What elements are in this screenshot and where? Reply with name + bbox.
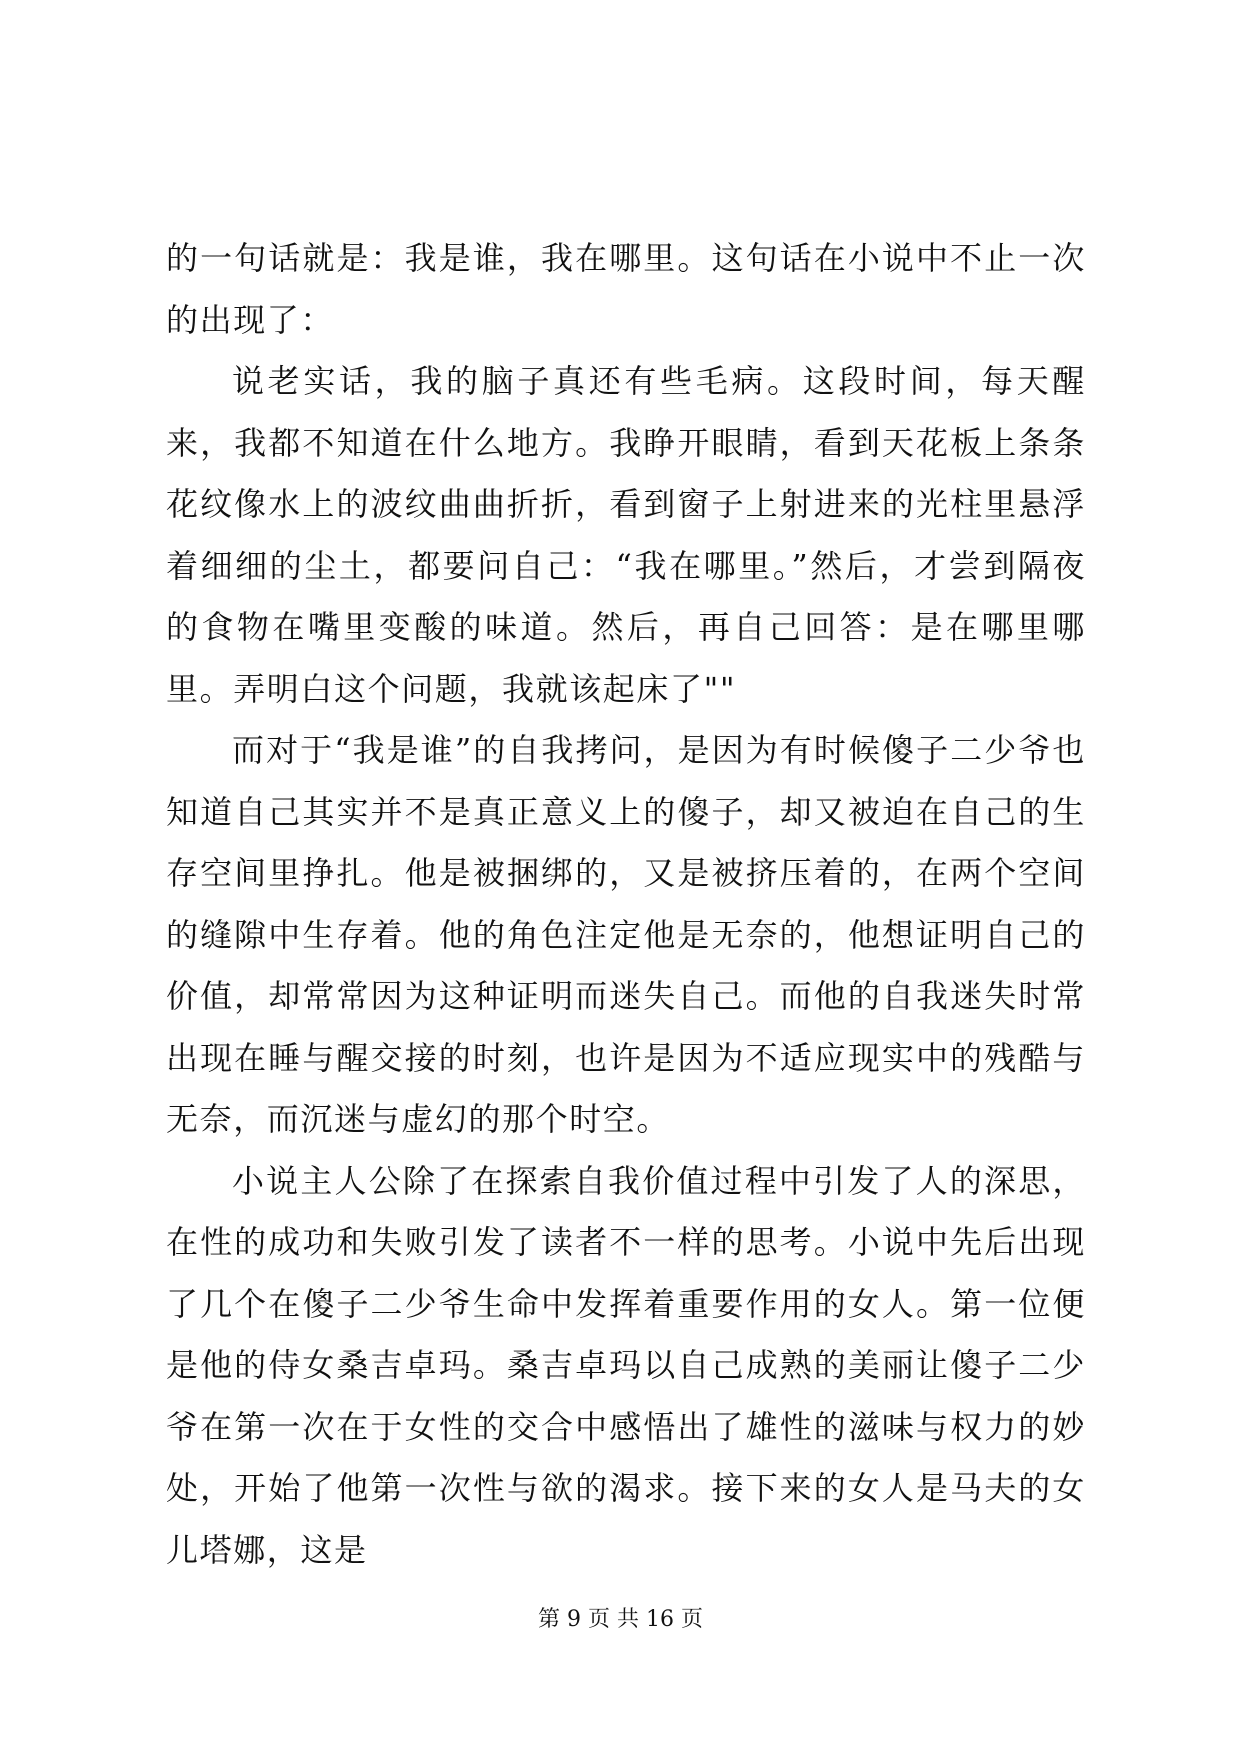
paragraph-3: 而对于“我是谁”的自我拷问，是因为有时候傻子二少爷也知道自己其实并不是真正意义上的傻子，却又被迫在自己的生存空间里挣扎。他是被捆绑的，又是被挤压着的，在两个空间的缝隙中生存着。他的角色注定他是无奈的，他想证明自己的价值，却常常因为这种证明而迷失自己。而他的自我迷失时常出现在睡与醒交接的时刻，也许是因为不适应现实中的残酷与无奈，而沉迷与虚幻的那个时空。 [166, 731, 1086, 1138]
paragraph-2: 说老实话，我的脑子真还有些毛病。这段时间，每天醒来，我都不知道在什么地方。我睁开眼睛，看到天花板上条条花纹像水上的波纹曲曲折折，看到窗子上射进来的光柱里悬浮着细细的尘土，都要问自己：“我在哪里。”然后，才尝到隔夜的食物在嘴里变酸的味道。然后，再自己回答：是在哪里哪里。弄明白这个问题，我就该起床了"" [166, 362, 1086, 708]
page-number-footer: 第 9 页 共 16 页 [538, 1607, 703, 1632]
paragraph-4: 小说主人公除了在探索自我价值过程中引发了人的深思，在性的成功和失败引发了读者不一样的思考。小说中先后出现了几个在傻子二少爷生命中发挥着重要作用的女人。第一位便是他的侍女桑吉卓玛。桑吉卓玛以自己成熟的美丽让傻子二少爷在第一次在于女性的交合中感悟出了雄性的滋味与权力的妙处，开始了他第一次性与欲的渴求。接下来的女人是马夫的女儿塔娜，这是 [166, 1161, 1086, 1569]
document-body [166, 228, 1086, 1581]
paragraph-1: 的一句话就是：我是谁，我在哪里。这句话在小说中不止一次的出现了： [166, 239, 1086, 339]
